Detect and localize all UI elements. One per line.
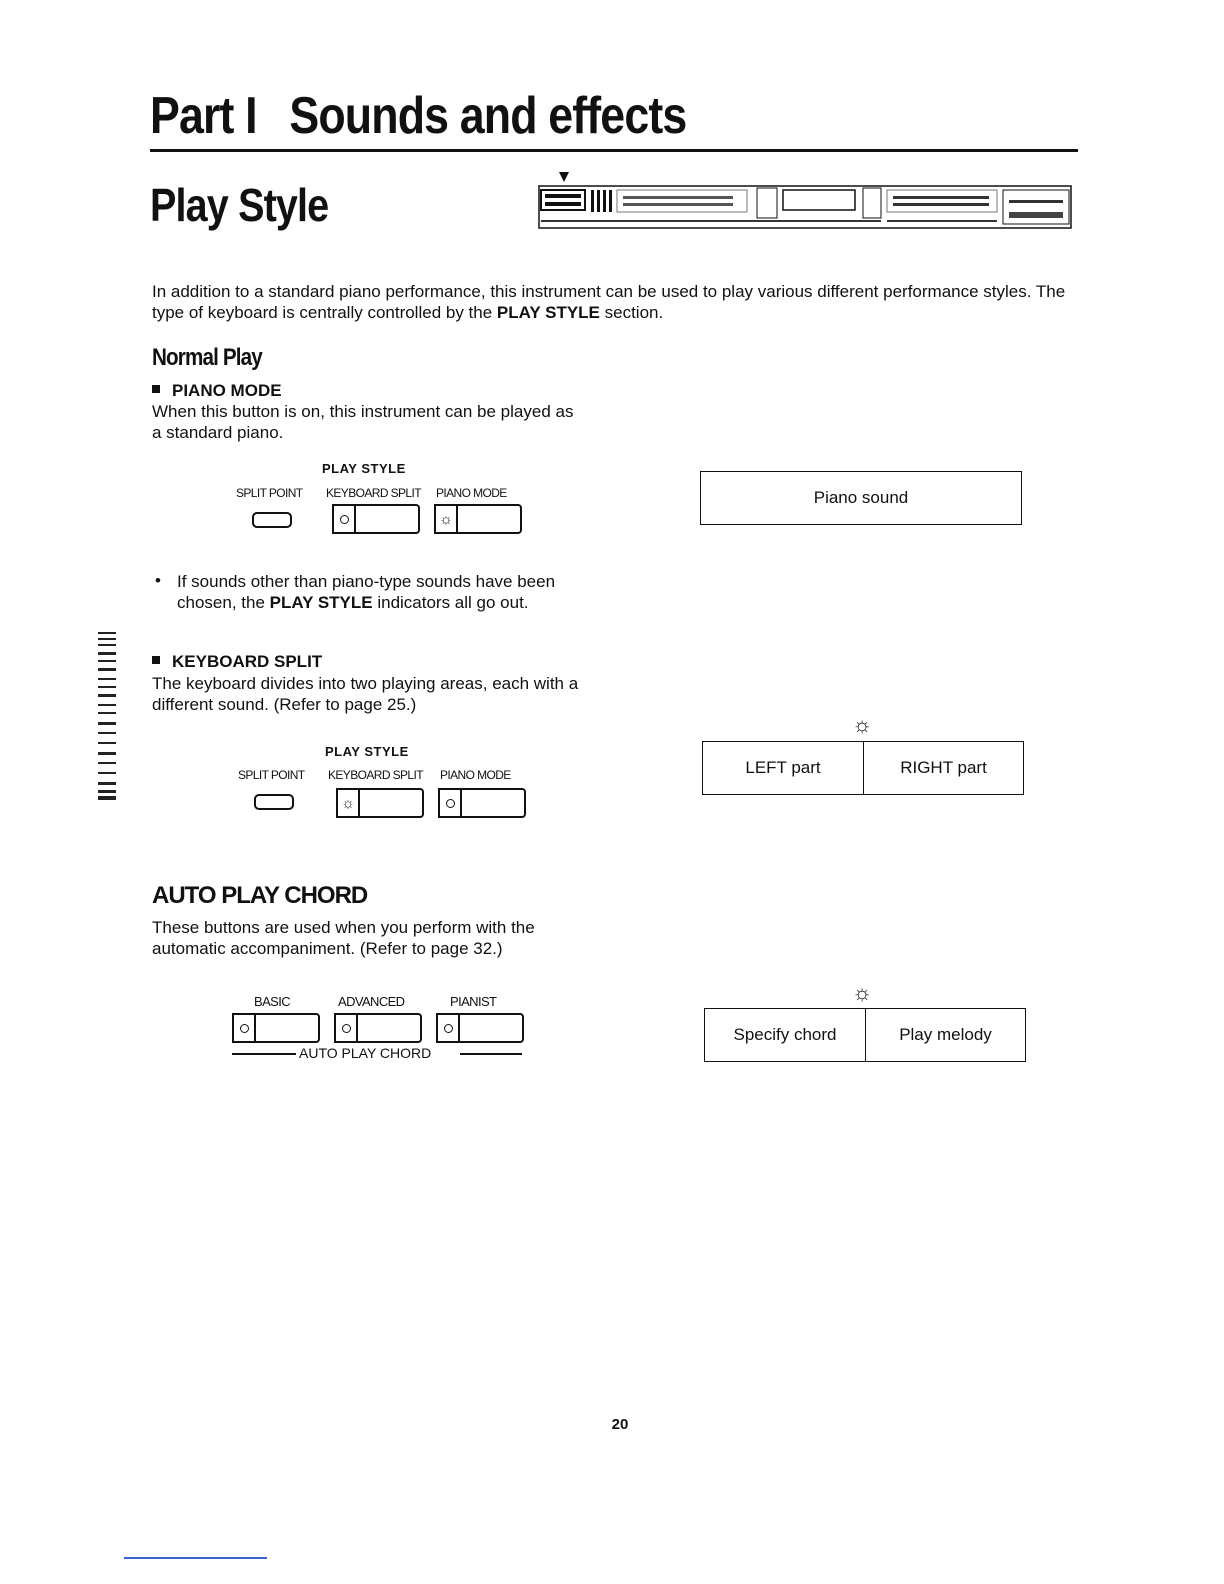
auto-play-chord-text: These buttons are used when you perform with the automatic accompaniment. (Refer to page 32.) <box>152 918 535 958</box>
split-parts-box <box>702 741 1024 795</box>
chord-melody-box <box>704 1008 1026 1062</box>
part-label: Part I <box>150 87 257 145</box>
keyboard-split-label: KEYBOARD SPLIT <box>326 486 421 500</box>
page-number: 20 <box>611 1416 629 1433</box>
keyboard-split-button[interactable] <box>336 788 424 818</box>
lit-indicator-icon: ☼ <box>436 506 458 532</box>
piano-mode-button-labels <box>236 486 536 502</box>
piano-mode-button[interactable] <box>438 788 526 818</box>
pianist-button[interactable] <box>436 1013 524 1043</box>
keyboard-split-button-labels <box>238 768 538 784</box>
play-melody-label: Play melody <box>865 1009 1025 1061</box>
keyboard-split-text: The keyboard divides into two playing areas, each with a different sound. (Refer to page 25.) <box>152 674 579 714</box>
circle-indicator-icon <box>440 790 462 816</box>
margin-scan-marks <box>96 632 118 802</box>
piano-mode-heading: PIANO MODE <box>152 381 282 401</box>
right-part-label: RIGHT part <box>863 742 1023 794</box>
note-bullet: • <box>155 571 161 590</box>
circle-indicator-icon <box>438 1015 460 1041</box>
group-line-left <box>232 1053 296 1055</box>
play-style-label: PLAY STYLE <box>322 461 406 476</box>
advanced-label: ADVANCED <box>338 994 405 1009</box>
keyboard-split-button[interactable] <box>332 504 420 534</box>
light-rays-icon: ☼ <box>852 712 873 737</box>
split-point-button[interactable] <box>252 512 292 528</box>
keyboard-split-label: KEYBOARD SPLIT <box>328 768 423 782</box>
part-title <box>150 86 686 146</box>
footer-line <box>124 1557 267 1559</box>
piano-mode-text: When this button is on, this instrument can be played as a standard piano. <box>152 402 574 442</box>
intro-bold: PLAY STYLE <box>496 303 600 322</box>
control-panel-illustration <box>537 172 1073 230</box>
circle-indicator-icon <box>234 1015 256 1041</box>
auto-play-chord-button-labels <box>254 994 534 1010</box>
lit-indicator-icon: ☼ <box>338 790 360 816</box>
split-point-label: SPLIT POINT <box>238 768 305 782</box>
pianist-label: PIANIST <box>450 994 497 1009</box>
split-point-label: SPLIT POINT <box>236 486 303 500</box>
auto-play-chord-group-label: AUTO PLAY CHORD <box>299 1045 432 1061</box>
header-rule <box>150 149 1078 152</box>
piano-sound-label: Piano sound <box>813 488 909 507</box>
square-bullet-icon <box>152 385 160 393</box>
auto-play-chord-heading: AUTO PLAY CHORD <box>152 882 368 909</box>
intro-paragraph: In addition to a standard piano performance, this instrument can be used to play various different performance styles. The type of keyboard is centrally controlled by the PLAY STYLE section. <box>152 282 1066 322</box>
specify-chord-label: Specify chord <box>733 1025 837 1044</box>
light-rays-icon: ☼ <box>852 980 873 1005</box>
note-text: If sounds other than piano-type sounds have been chosen, the PLAY STYLE indicators all go out. <box>177 572 556 612</box>
piano-sound-box <box>700 471 1022 525</box>
normal-play-heading: Normal Play <box>152 344 262 371</box>
circle-indicator-icon <box>334 506 356 532</box>
section-title: Play Style <box>150 179 329 231</box>
piano-mode-label: PIANO MODE <box>440 768 511 782</box>
play-style-label: PLAY STYLE <box>325 744 409 759</box>
left-part-label: LEFT part <box>745 758 821 777</box>
square-bullet-icon <box>152 656 160 664</box>
keyboard-split-heading: KEYBOARD SPLIT <box>152 652 322 672</box>
part-title-text: Sounds and effects <box>289 87 687 145</box>
circle-indicator-icon <box>336 1015 358 1041</box>
basic-button[interactable] <box>232 1013 320 1043</box>
piano-mode-button[interactable] <box>434 504 522 534</box>
piano-mode-label: PIANO MODE <box>436 486 507 500</box>
basic-label: BASIC <box>254 994 291 1009</box>
advanced-button[interactable] <box>334 1013 422 1043</box>
group-line-right <box>460 1053 522 1055</box>
split-point-button[interactable] <box>254 794 294 810</box>
